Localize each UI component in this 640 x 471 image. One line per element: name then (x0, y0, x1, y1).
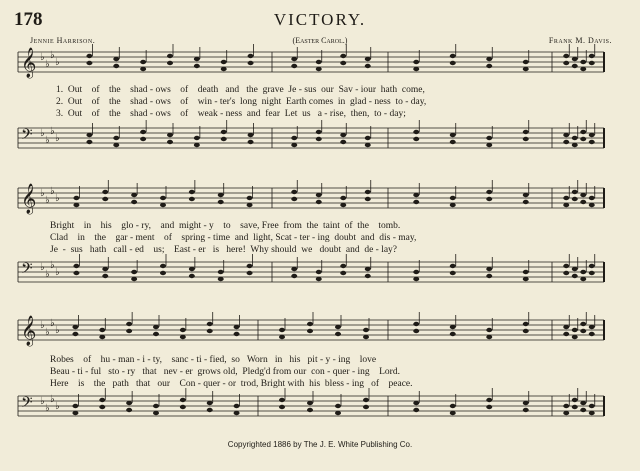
note-head (307, 408, 313, 412)
note-head (563, 271, 569, 275)
note-head (580, 408, 586, 412)
note-head (572, 190, 578, 194)
note-head (180, 328, 186, 332)
note-head (450, 332, 456, 336)
note-head (291, 274, 297, 278)
note-head (335, 325, 341, 329)
note-head (572, 405, 578, 409)
note-head (365, 57, 371, 61)
hymn-title: VICTORY. (273, 10, 367, 29)
note-head (316, 130, 322, 134)
note-head (335, 404, 341, 408)
note-head (167, 54, 173, 58)
note-head (572, 274, 578, 278)
note-head (316, 270, 322, 274)
note-head (523, 401, 529, 405)
flat-icon: ♭ (55, 401, 60, 412)
note-head (580, 193, 586, 197)
note-head (335, 332, 341, 336)
note-head (589, 54, 595, 58)
note-head (153, 411, 159, 415)
note-head (413, 270, 419, 274)
note-head (207, 322, 213, 326)
note-head (340, 264, 346, 268)
flat-icon: ♭ (40, 52, 45, 63)
note-head (580, 329, 586, 333)
flat-icon: ♭ (50, 260, 55, 271)
note-head (113, 136, 119, 140)
note-head (563, 196, 569, 200)
note-head (486, 398, 492, 402)
note-head (102, 197, 108, 201)
bass-clef-icon: 𝄢 (21, 394, 33, 415)
note-head (563, 325, 569, 329)
note-head (589, 332, 595, 336)
note-head (131, 193, 137, 197)
note-head (450, 325, 456, 329)
note-head (218, 270, 224, 274)
note-head (450, 404, 456, 408)
note-head (307, 329, 313, 333)
flat-icon: ♭ (50, 318, 55, 329)
note-head (189, 197, 195, 201)
treble-clef-icon: 𝄞 (21, 184, 37, 214)
note-head (486, 143, 492, 147)
note-head (167, 140, 173, 144)
note-head (189, 274, 195, 278)
note-head (234, 411, 240, 415)
note-head (86, 140, 92, 144)
note-head (563, 54, 569, 58)
flat-icon: ♭ (50, 126, 55, 137)
lyric-line: 1. Out of the shad - ows of death and the grave Je - sus our Sav - iour hath come, (56, 85, 425, 95)
note-head (316, 193, 322, 197)
note-head (113, 64, 119, 68)
note-head (316, 277, 322, 281)
note-head (73, 196, 79, 200)
treble-clef-icon: 𝄞 (21, 316, 37, 346)
note-head (450, 133, 456, 137)
flat-icon: ♭ (45, 269, 50, 280)
note-head (291, 136, 297, 140)
note-head (523, 60, 529, 64)
note-head (126, 401, 132, 405)
note-head (291, 197, 297, 201)
note-head (167, 61, 173, 65)
note-head (221, 60, 227, 64)
note-head (523, 67, 529, 71)
note-head (589, 133, 595, 137)
note-head (247, 271, 253, 275)
note-head (73, 264, 79, 268)
note-head (563, 411, 569, 415)
note-head (413, 408, 419, 412)
note-head (160, 264, 166, 268)
note-head (279, 328, 285, 332)
note-head (589, 325, 595, 329)
note-head (140, 67, 146, 71)
note-head (563, 140, 569, 144)
note-head (413, 60, 419, 64)
note-head (365, 274, 371, 278)
copyright-notice: Copyrighted 1886 by The J. E. White Publishing Co. (227, 440, 413, 449)
note-head (589, 203, 595, 207)
note-head (247, 264, 253, 268)
note-head (99, 328, 105, 332)
note-head (194, 57, 200, 61)
note-head (160, 196, 166, 200)
composer-credit: Frank M. Davis. (548, 36, 612, 45)
note-head (563, 133, 569, 137)
note-head (572, 398, 578, 402)
note-head (580, 401, 586, 405)
note-head (126, 329, 132, 333)
note-head (316, 137, 322, 141)
note-head (450, 196, 456, 200)
note-head (131, 270, 137, 274)
note-head (413, 277, 419, 281)
note-head (340, 196, 346, 200)
lyric-line: Clad in the gar - ment of spring - time and light, Scat - ter - ing doubt and dis - may, (50, 233, 417, 243)
flat-icon: ♭ (50, 50, 55, 61)
note-head (572, 136, 578, 140)
note-head (563, 404, 569, 408)
note-head (450, 54, 456, 58)
note-head (248, 54, 254, 58)
lyric-line: 2. Out of the shad - ows of win - ter's long night Earth comes in glad - ness to - day, (56, 97, 427, 107)
note-head (307, 401, 313, 405)
note-head (221, 137, 227, 141)
note-head (279, 405, 285, 409)
note-head (486, 405, 492, 409)
note-head (589, 196, 595, 200)
flat-icon: ♭ (45, 59, 50, 70)
note-head (580, 270, 586, 274)
note-head (189, 267, 195, 271)
lyric-line: 3. Out of the shad - ows of weak - ness and fear Let us a - rise, then, to - day; (56, 109, 406, 119)
flat-icon: ♭ (40, 320, 45, 331)
note-head (413, 322, 419, 326)
flat-icon: ♭ (50, 186, 55, 197)
flat-icon: ♭ (55, 133, 60, 144)
flat-icon: ♭ (40, 262, 45, 273)
note-head (72, 411, 78, 415)
note-head (486, 136, 492, 140)
note-head (486, 190, 492, 194)
treble-clef-icon: 𝄞 (21, 48, 37, 78)
note-head (86, 61, 92, 65)
note-head (102, 190, 108, 194)
note-head (180, 405, 186, 409)
note-head (572, 143, 578, 147)
note-head (340, 54, 346, 58)
note-head (450, 203, 456, 207)
note-head (450, 61, 456, 65)
note-head (234, 332, 240, 336)
note-head (307, 322, 313, 326)
note-head (486, 57, 492, 61)
note-head (73, 271, 79, 275)
note-head (72, 404, 78, 408)
note-head (365, 136, 371, 140)
flat-icon: ♭ (55, 57, 60, 68)
note-head (523, 130, 529, 134)
note-head (248, 61, 254, 65)
flat-icon: ♭ (55, 325, 60, 336)
note-head (140, 130, 146, 134)
note-head (140, 137, 146, 141)
note-head (523, 193, 529, 197)
note-head (450, 140, 456, 144)
note-head (413, 200, 419, 204)
note-head (221, 130, 227, 134)
note-head (589, 140, 595, 144)
note-head (99, 335, 105, 339)
author-credit: Jennie Harrison. (30, 36, 96, 45)
note-head (589, 404, 595, 408)
note-head (102, 267, 108, 271)
note-head (153, 332, 159, 336)
note-head (340, 61, 346, 65)
note-head (194, 136, 200, 140)
note-head (413, 137, 419, 141)
note-head (365, 267, 371, 271)
note-head (572, 328, 578, 332)
note-head (72, 332, 78, 336)
note-head (572, 267, 578, 271)
note-head (340, 203, 346, 207)
note-head (180, 335, 186, 339)
note-head (580, 322, 586, 326)
flat-icon: ♭ (40, 188, 45, 199)
note-head (580, 137, 586, 141)
note-head (450, 264, 456, 268)
note-head (126, 322, 132, 326)
note-head (279, 398, 285, 402)
note-head (194, 64, 200, 68)
note-head (523, 408, 529, 412)
note-head (589, 61, 595, 65)
note-head (207, 401, 213, 405)
note-head (486, 64, 492, 68)
note-head (218, 200, 224, 204)
note-head (486, 328, 492, 332)
note-head (340, 140, 346, 144)
note-head (365, 190, 371, 194)
note-head (563, 61, 569, 65)
note-head (160, 203, 166, 207)
note-head (131, 200, 137, 204)
note-head (572, 335, 578, 339)
flat-icon: ♭ (55, 193, 60, 204)
note-head (589, 271, 595, 275)
hymn-number: 178 (14, 9, 43, 30)
note-head (523, 270, 529, 274)
note-head (247, 203, 253, 207)
note-head (365, 143, 371, 147)
note-head (340, 271, 346, 275)
note-head (580, 200, 586, 204)
note-head (153, 404, 159, 408)
note-head (365, 64, 371, 68)
lyric-line: Here is the path that our Con - quer - or trod, Bright with his bless - ing of peace. (50, 379, 413, 389)
flat-icon: ♭ (45, 195, 50, 206)
note-head (248, 133, 254, 137)
note-head (589, 264, 595, 268)
note-head (363, 335, 369, 339)
note-head (523, 277, 529, 281)
note-head (363, 405, 369, 409)
note-head (316, 60, 322, 64)
note-head (523, 329, 529, 333)
note-head (413, 67, 419, 71)
flat-icon: ♭ (55, 267, 60, 278)
note-head (413, 329, 419, 333)
note-head (73, 203, 79, 207)
note-head (194, 143, 200, 147)
note-head (413, 130, 419, 134)
note-head (363, 328, 369, 332)
note-head (589, 411, 595, 415)
note-head (291, 190, 297, 194)
note-head (113, 57, 119, 61)
note-head (450, 411, 456, 415)
note-head (563, 332, 569, 336)
note-head (102, 274, 108, 278)
note-head (580, 277, 586, 281)
note-head (580, 130, 586, 134)
flat-icon: ♭ (50, 394, 55, 405)
note-head (218, 277, 224, 281)
occasion-subtitle: (Easter Carol.) (292, 36, 348, 45)
note-head (563, 264, 569, 268)
note-head (291, 143, 297, 147)
note-head (160, 271, 166, 275)
note-head (291, 267, 297, 271)
flat-icon: ♭ (45, 403, 50, 414)
note-head (126, 408, 132, 412)
note-head (207, 408, 213, 412)
flat-icon: ♭ (40, 128, 45, 139)
note-head (316, 67, 322, 71)
bass-clef-icon: 𝄢 (21, 260, 33, 281)
note-head (413, 193, 419, 197)
note-head (523, 137, 529, 141)
flat-icon: ♭ (45, 135, 50, 146)
note-head (335, 411, 341, 415)
note-head (72, 325, 78, 329)
note-head (450, 271, 456, 275)
note-head (86, 54, 92, 58)
lyric-line: Je - sus hath call - ed us; East - er is here! Why should we doubt and de - lay? (50, 245, 398, 255)
note-head (486, 197, 492, 201)
flat-icon: ♭ (40, 396, 45, 407)
note-head (99, 398, 105, 402)
flat-icon: ♭ (45, 327, 50, 338)
bass-clef-icon: 𝄢 (21, 126, 33, 147)
note-head (563, 203, 569, 207)
note-head (234, 325, 240, 329)
note-head (180, 398, 186, 402)
note-head (291, 64, 297, 68)
note-head (248, 140, 254, 144)
note-head (413, 401, 419, 405)
note-head (580, 60, 586, 64)
note-head (153, 325, 159, 329)
note-head (131, 277, 137, 281)
note-head (523, 322, 529, 326)
note-head (234, 404, 240, 408)
note-head (247, 196, 253, 200)
note-head (221, 67, 227, 71)
lyric-line: Robes of hu - man - i - ty, sanc - ti - fied, so Worn in his pit - y - ing love (50, 355, 377, 365)
note-head (207, 329, 213, 333)
note-head (86, 133, 92, 137)
note-head (99, 405, 105, 409)
note-head (363, 398, 369, 402)
note-head (279, 335, 285, 339)
note-head (140, 60, 146, 64)
note-head (218, 193, 224, 197)
note-head (572, 64, 578, 68)
note-head (167, 133, 173, 137)
note-head (523, 200, 529, 204)
note-head (365, 197, 371, 201)
note-head (580, 67, 586, 71)
note-head (291, 57, 297, 61)
note-head (486, 274, 492, 278)
note-head (486, 267, 492, 271)
lyric-line: Beau - ti - ful sto - ry that nev - er grows old, Pledg'd from our con - quer - ing Lord. (50, 367, 400, 377)
note-head (316, 200, 322, 204)
note-head (189, 190, 195, 194)
note-head (572, 197, 578, 201)
note-head (113, 143, 119, 147)
lyric-line: Bright in his glo - ry, and might - y to save, Free from the taint of the tomb. (50, 221, 401, 231)
note-head (340, 133, 346, 137)
note-head (572, 57, 578, 61)
note-head (486, 335, 492, 339)
